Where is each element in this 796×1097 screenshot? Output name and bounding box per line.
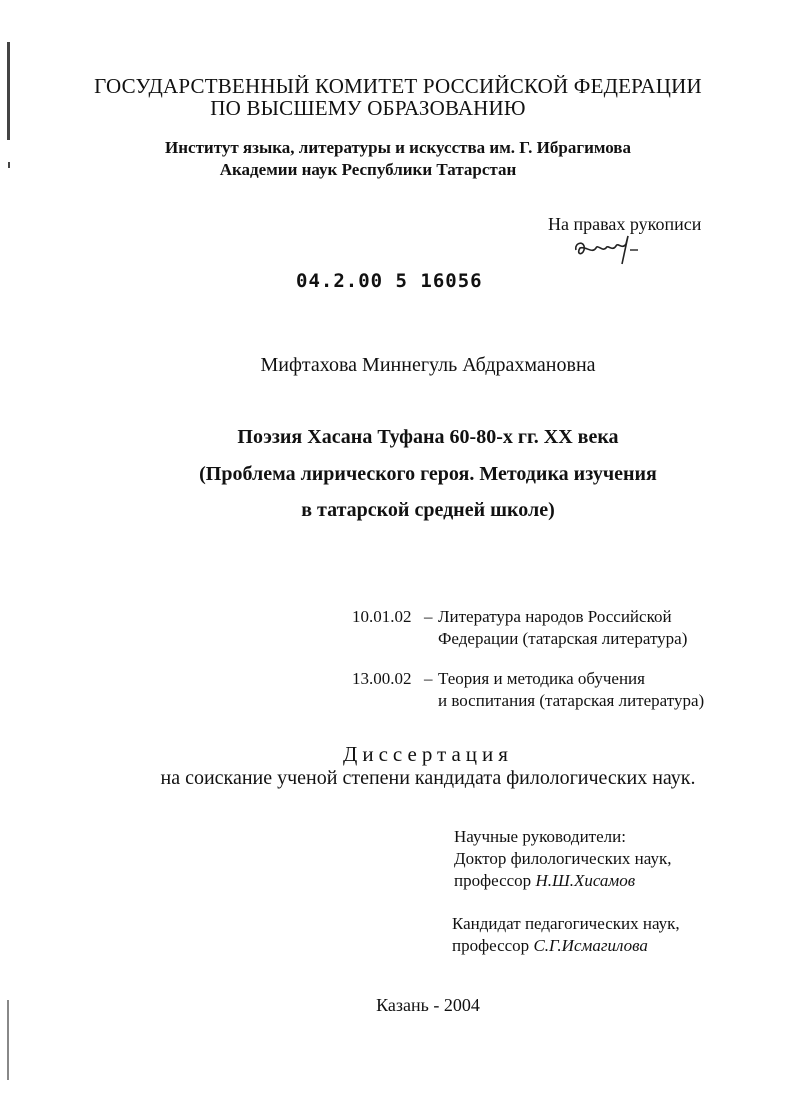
specialty-name: Литература народов Российской (438, 607, 672, 626)
specialty-dash: – (424, 607, 433, 626)
committee-line-1: ГОСУДАРСТВЕННЫЙ КОМИТЕТ РОССИЙСКОЙ ФЕДЕРАЦИИ (94, 74, 702, 98)
advisor-1-line (454, 870, 635, 892)
specialty-name-cont: и воспитания (татарская литература) (438, 691, 705, 710)
specialty-code: 13.00.02 (352, 669, 412, 688)
committee-line-2: ПО ВЫСШЕМУ ОБРАЗОВАНИЮ (210, 96, 526, 120)
thesis-title-line-2: (Проблема лирического героя. Методика изучения (199, 463, 657, 485)
specialty-code: 10.01.02 (352, 607, 412, 626)
advisor-1-name: Н.Ш.Хисамов (535, 871, 636, 890)
author-name: Мифтахова Миннегуль Абдрахмановна (260, 354, 596, 376)
advisor-2-title: профессор (452, 936, 530, 955)
thesis-title-line-3: в татарской средней школе) (301, 499, 555, 521)
specialty-dash: – (424, 669, 433, 688)
advisor-2-degree: Кандидат педагогических наук, (452, 914, 680, 933)
advisor-2-line (452, 935, 648, 957)
institute-line-1: Институт языка, литературы и искусства им. Г. Ибрагимова (165, 138, 631, 157)
specialty-name-cont: Федерации (татарская литература) (438, 629, 688, 648)
advisors-heading: Научные руководители: (454, 827, 626, 846)
dissertation-label: Диссертация (343, 742, 513, 766)
manuscript-note: На правах рукописи (548, 214, 702, 234)
advisor-1-title: профессор (454, 871, 532, 890)
thesis-title-line-1: Поэзия Хасана Туфана 60-80-х гг. XX века (237, 426, 619, 448)
institute-line-2: Академии наук Республики Татарстан (219, 160, 517, 179)
specialty-name: Теория и методика обучения (438, 669, 645, 688)
signature-icon (572, 228, 644, 268)
advisor-1-degree: Доктор филологических наук, (454, 849, 672, 868)
registration-number: 04.2.00 5 16056 (296, 270, 483, 292)
scan-edge-mark (7, 1000, 9, 1080)
advisor-2-name: С.Г.Исмагилова (533, 936, 648, 955)
degree-statement: на соискание ученой степени кандидата филологических наук. (160, 767, 696, 789)
city-year: Казань - 2004 (376, 995, 480, 1015)
